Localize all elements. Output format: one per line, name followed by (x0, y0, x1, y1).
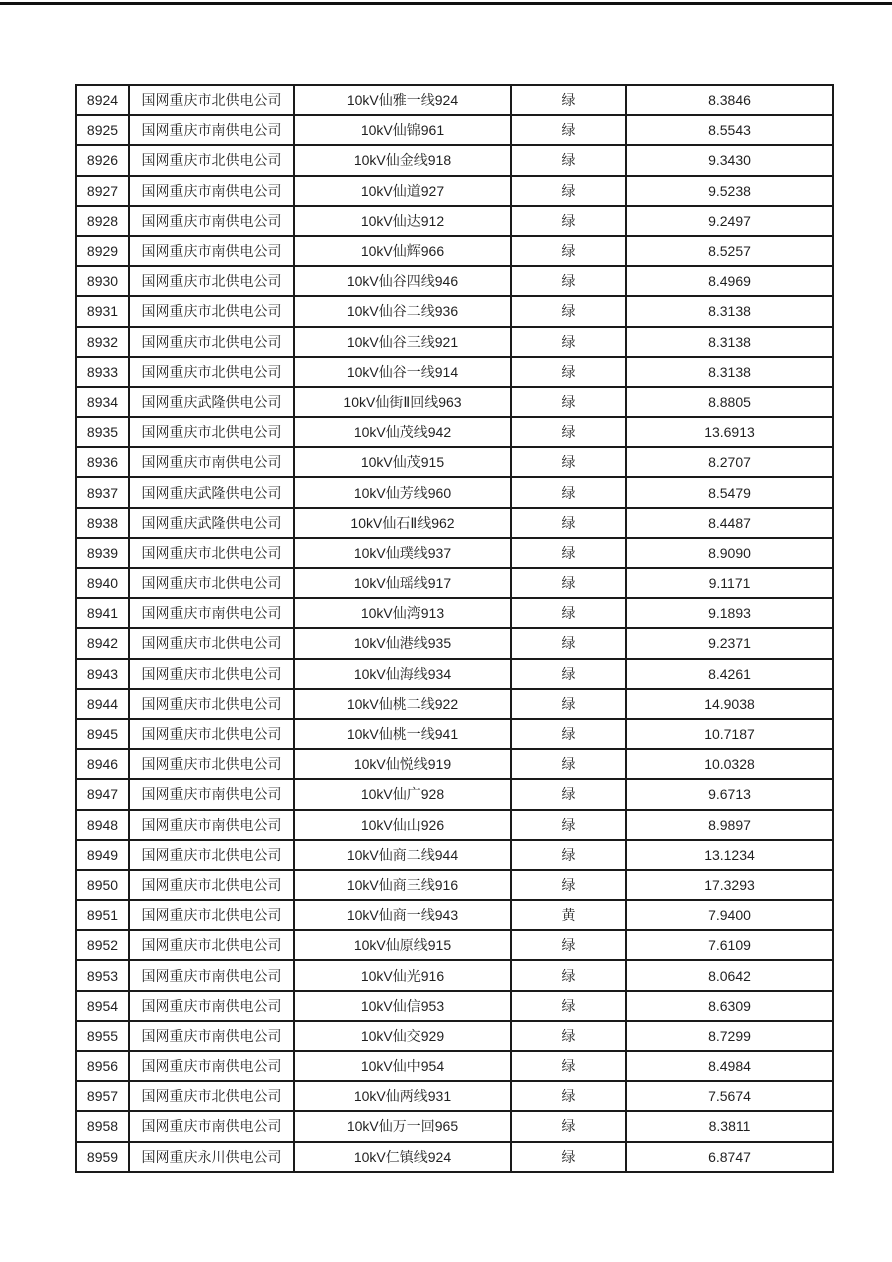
line-name-cell: 10kV仙谷四线946 (294, 266, 511, 296)
status-color-cell: 绿 (511, 327, 626, 357)
table-row (76, 840, 833, 870)
value-cell: 9.2497 (626, 206, 833, 236)
table-row (76, 327, 833, 357)
row-id-cell: 8931 (76, 296, 129, 326)
status-color-cell: 绿 (511, 991, 626, 1021)
company-name-cell: 国网重庆市南供电公司 (129, 1051, 294, 1081)
row-id-cell: 8938 (76, 508, 129, 538)
line-name-cell: 10kV仙悦线919 (294, 749, 511, 779)
company-name-cell: 国网重庆市南供电公司 (129, 1111, 294, 1141)
row-id-cell: 8932 (76, 327, 129, 357)
company-name-cell: 国网重庆市南供电公司 (129, 206, 294, 236)
line-name-cell: 10kV仙茂915 (294, 447, 511, 477)
table-row (76, 659, 833, 689)
table-row (76, 387, 833, 417)
line-name-cell: 10kV仙达912 (294, 206, 511, 236)
value-cell: 8.4487 (626, 508, 833, 538)
value-cell: 17.3293 (626, 870, 833, 900)
line-name-cell: 10kV仙瑶线917 (294, 568, 511, 598)
value-cell: 6.8747 (626, 1142, 833, 1172)
table-row (76, 1142, 833, 1172)
table-row (76, 236, 833, 266)
line-name-cell: 10kV仙金线918 (294, 145, 511, 175)
row-id-cell: 8941 (76, 598, 129, 628)
status-color-cell: 绿 (511, 508, 626, 538)
table-row (76, 719, 833, 749)
company-name-cell: 国网重庆市北供电公司 (129, 296, 294, 326)
line-name-cell: 10kV仙港线935 (294, 628, 511, 658)
table-row (76, 296, 833, 326)
company-name-cell: 国网重庆市南供电公司 (129, 779, 294, 809)
value-cell: 8.4261 (626, 659, 833, 689)
value-cell: 9.1171 (626, 568, 833, 598)
line-name-cell: 10kV仙广928 (294, 779, 511, 809)
line-name-cell: 10kV仙芳线960 (294, 477, 511, 507)
status-color-cell: 绿 (511, 538, 626, 568)
row-id-cell: 8925 (76, 115, 129, 145)
company-name-cell: 国网重庆市北供电公司 (129, 689, 294, 719)
row-id-cell: 8943 (76, 659, 129, 689)
company-name-cell: 国网重庆市北供电公司 (129, 85, 294, 115)
company-name-cell: 国网重庆市南供电公司 (129, 176, 294, 206)
row-id-cell: 8956 (76, 1051, 129, 1081)
line-name-cell: 10kV仙商三线916 (294, 870, 511, 900)
row-id-cell: 8948 (76, 810, 129, 840)
status-color-cell: 绿 (511, 417, 626, 447)
row-id-cell: 8949 (76, 840, 129, 870)
row-id-cell: 8944 (76, 689, 129, 719)
value-cell: 10.7187 (626, 719, 833, 749)
table-row (76, 1081, 833, 1111)
table-row (76, 176, 833, 206)
status-color-cell: 绿 (511, 568, 626, 598)
line-name-cell: 10kV仙桃二线922 (294, 689, 511, 719)
line-name-cell: 10kV仙商一线943 (294, 900, 511, 930)
line-name-cell: 10kV仙两线931 (294, 1081, 511, 1111)
row-id-cell: 8933 (76, 357, 129, 387)
value-cell: 8.8805 (626, 387, 833, 417)
table-row (76, 779, 833, 809)
line-name-cell: 10kV仙街Ⅱ回线963 (294, 387, 511, 417)
status-color-cell: 绿 (511, 387, 626, 417)
company-name-cell: 国网重庆市南供电公司 (129, 960, 294, 990)
value-cell: 8.9897 (626, 810, 833, 840)
line-name-cell: 10kV仁镇线924 (294, 1142, 511, 1172)
status-color-cell: 绿 (511, 1142, 626, 1172)
status-color-cell: 绿 (511, 810, 626, 840)
value-cell: 13.6913 (626, 417, 833, 447)
value-cell: 7.6109 (626, 930, 833, 960)
company-name-cell: 国网重庆市北供电公司 (129, 327, 294, 357)
company-name-cell: 国网重庆市南供电公司 (129, 236, 294, 266)
row-id-cell: 8937 (76, 477, 129, 507)
value-cell: 7.9400 (626, 900, 833, 930)
line-name-cell: 10kV仙商二线944 (294, 840, 511, 870)
company-name-cell: 国网重庆市南供电公司 (129, 1021, 294, 1051)
row-id-cell: 8952 (76, 930, 129, 960)
line-name-cell: 10kV仙信953 (294, 991, 511, 1021)
power-line-table (75, 84, 834, 1173)
row-id-cell: 8954 (76, 991, 129, 1021)
line-name-cell: 10kV仙雅一线924 (294, 85, 511, 115)
table-row (76, 568, 833, 598)
table-row (76, 115, 833, 145)
company-name-cell: 国网重庆市南供电公司 (129, 115, 294, 145)
status-color-cell: 绿 (511, 598, 626, 628)
value-cell: 8.5257 (626, 236, 833, 266)
company-name-cell: 国网重庆市北供电公司 (129, 266, 294, 296)
table-row (76, 85, 833, 115)
line-name-cell: 10kV仙谷三线921 (294, 327, 511, 357)
table-row (76, 417, 833, 447)
value-cell: 14.9038 (626, 689, 833, 719)
status-color-cell: 绿 (511, 357, 626, 387)
table-row (76, 749, 833, 779)
table-row (76, 1051, 833, 1081)
row-id-cell: 8947 (76, 779, 129, 809)
row-id-cell: 8958 (76, 1111, 129, 1141)
value-cell: 7.5674 (626, 1081, 833, 1111)
table-row (76, 930, 833, 960)
table-row (76, 960, 833, 990)
value-cell: 8.3138 (626, 327, 833, 357)
row-id-cell: 8928 (76, 206, 129, 236)
value-cell: 8.9090 (626, 538, 833, 568)
line-name-cell: 10kV仙湾913 (294, 598, 511, 628)
status-color-cell: 绿 (511, 206, 626, 236)
page-top-rule (0, 2, 892, 5)
value-cell: 13.1234 (626, 840, 833, 870)
company-name-cell: 国网重庆永川供电公司 (129, 1142, 294, 1172)
company-name-cell: 国网重庆市北供电公司 (129, 145, 294, 175)
status-color-cell: 绿 (511, 236, 626, 266)
table-row (76, 689, 833, 719)
status-color-cell: 绿 (511, 628, 626, 658)
value-cell: 8.0642 (626, 960, 833, 990)
row-id-cell: 8959 (76, 1142, 129, 1172)
value-cell: 8.4984 (626, 1051, 833, 1081)
row-id-cell: 8940 (76, 568, 129, 598)
table-row (76, 810, 833, 840)
table-row (76, 357, 833, 387)
company-name-cell: 国网重庆市北供电公司 (129, 357, 294, 387)
status-color-cell: 绿 (511, 1111, 626, 1141)
status-color-cell: 绿 (511, 1051, 626, 1081)
line-name-cell: 10kV仙光916 (294, 960, 511, 990)
value-cell: 8.5543 (626, 115, 833, 145)
row-id-cell: 8935 (76, 417, 129, 447)
value-cell: 8.3138 (626, 296, 833, 326)
company-name-cell: 国网重庆市北供电公司 (129, 719, 294, 749)
value-cell: 8.4969 (626, 266, 833, 296)
status-color-cell: 绿 (511, 870, 626, 900)
line-name-cell: 10kV仙璞线937 (294, 538, 511, 568)
company-name-cell: 国网重庆武隆供电公司 (129, 387, 294, 417)
value-cell: 8.6309 (626, 991, 833, 1021)
status-color-cell: 绿 (511, 477, 626, 507)
status-color-cell: 绿 (511, 930, 626, 960)
line-name-cell: 10kV仙海线934 (294, 659, 511, 689)
table-row (76, 900, 833, 930)
row-id-cell: 8950 (76, 870, 129, 900)
status-color-cell: 绿 (511, 447, 626, 477)
line-name-cell: 10kV仙交929 (294, 1021, 511, 1051)
line-name-cell: 10kV仙茂线942 (294, 417, 511, 447)
status-color-cell: 绿 (511, 176, 626, 206)
line-name-cell: 10kV仙万一回965 (294, 1111, 511, 1141)
company-name-cell: 国网重庆市北供电公司 (129, 870, 294, 900)
company-name-cell: 国网重庆市北供电公司 (129, 930, 294, 960)
value-cell: 10.0328 (626, 749, 833, 779)
value-cell: 9.6713 (626, 779, 833, 809)
row-id-cell: 8955 (76, 1021, 129, 1051)
line-name-cell: 10kV仙谷一线914 (294, 357, 511, 387)
company-name-cell: 国网重庆市南供电公司 (129, 991, 294, 1021)
company-name-cell: 国网重庆武隆供电公司 (129, 508, 294, 538)
table-row (76, 477, 833, 507)
line-name-cell: 10kV仙原线915 (294, 930, 511, 960)
table-row (76, 1111, 833, 1141)
line-name-cell: 10kV仙道927 (294, 176, 511, 206)
row-id-cell: 8951 (76, 900, 129, 930)
table-row (76, 508, 833, 538)
row-id-cell: 8926 (76, 145, 129, 175)
status-color-cell: 绿 (511, 1081, 626, 1111)
table-row (76, 447, 833, 477)
company-name-cell: 国网重庆市北供电公司 (129, 417, 294, 447)
company-name-cell: 国网重庆市北供电公司 (129, 659, 294, 689)
status-color-cell: 绿 (511, 960, 626, 990)
value-cell: 9.1893 (626, 598, 833, 628)
value-cell: 8.3138 (626, 357, 833, 387)
line-name-cell: 10kV仙山926 (294, 810, 511, 840)
row-id-cell: 8953 (76, 960, 129, 990)
table-row (76, 538, 833, 568)
status-color-cell: 绿 (511, 840, 626, 870)
table-row (76, 206, 833, 236)
line-name-cell: 10kV仙辉966 (294, 236, 511, 266)
status-color-cell: 绿 (511, 85, 626, 115)
status-color-cell: 黄 (511, 900, 626, 930)
row-id-cell: 8934 (76, 387, 129, 417)
company-name-cell: 国网重庆市北供电公司 (129, 538, 294, 568)
row-id-cell: 8930 (76, 266, 129, 296)
table-row (76, 598, 833, 628)
company-name-cell: 国网重庆市北供电公司 (129, 568, 294, 598)
company-name-cell: 国网重庆市北供电公司 (129, 749, 294, 779)
value-cell: 8.5479 (626, 477, 833, 507)
value-cell: 8.7299 (626, 1021, 833, 1051)
table-row (76, 991, 833, 1021)
value-cell: 9.3430 (626, 145, 833, 175)
value-cell: 8.2707 (626, 447, 833, 477)
row-id-cell: 8957 (76, 1081, 129, 1111)
status-color-cell: 绿 (511, 779, 626, 809)
row-id-cell: 8946 (76, 749, 129, 779)
status-color-cell: 绿 (511, 749, 626, 779)
row-id-cell: 8945 (76, 719, 129, 749)
value-cell: 8.3846 (626, 85, 833, 115)
value-cell: 9.2371 (626, 628, 833, 658)
row-id-cell: 8936 (76, 447, 129, 477)
company-name-cell: 国网重庆市北供电公司 (129, 1081, 294, 1111)
table-row (76, 628, 833, 658)
row-id-cell: 8929 (76, 236, 129, 266)
company-name-cell: 国网重庆市南供电公司 (129, 810, 294, 840)
status-color-cell: 绿 (511, 145, 626, 175)
company-name-cell: 国网重庆武隆供电公司 (129, 477, 294, 507)
table-row (76, 145, 833, 175)
line-name-cell: 10kV仙谷二线936 (294, 296, 511, 326)
company-name-cell: 国网重庆市北供电公司 (129, 900, 294, 930)
company-name-cell: 国网重庆市南供电公司 (129, 447, 294, 477)
company-name-cell: 国网重庆市北供电公司 (129, 628, 294, 658)
row-id-cell: 8927 (76, 176, 129, 206)
line-name-cell: 10kV仙石Ⅱ线962 (294, 508, 511, 538)
row-id-cell: 8939 (76, 538, 129, 568)
table-row (76, 266, 833, 296)
status-color-cell: 绿 (511, 266, 626, 296)
company-name-cell: 国网重庆市南供电公司 (129, 598, 294, 628)
table-row (76, 1021, 833, 1051)
status-color-cell: 绿 (511, 689, 626, 719)
status-color-cell: 绿 (511, 719, 626, 749)
value-cell: 8.3811 (626, 1111, 833, 1141)
status-color-cell: 绿 (511, 1021, 626, 1051)
row-id-cell: 8942 (76, 628, 129, 658)
status-color-cell: 绿 (511, 296, 626, 326)
status-color-cell: 绿 (511, 659, 626, 689)
company-name-cell: 国网重庆市北供电公司 (129, 840, 294, 870)
line-name-cell: 10kV仙锦961 (294, 115, 511, 145)
line-name-cell: 10kV仙桃一线941 (294, 719, 511, 749)
row-id-cell: 8924 (76, 85, 129, 115)
value-cell: 9.5238 (626, 176, 833, 206)
table-row (76, 870, 833, 900)
status-color-cell: 绿 (511, 115, 626, 145)
line-name-cell: 10kV仙中954 (294, 1051, 511, 1081)
